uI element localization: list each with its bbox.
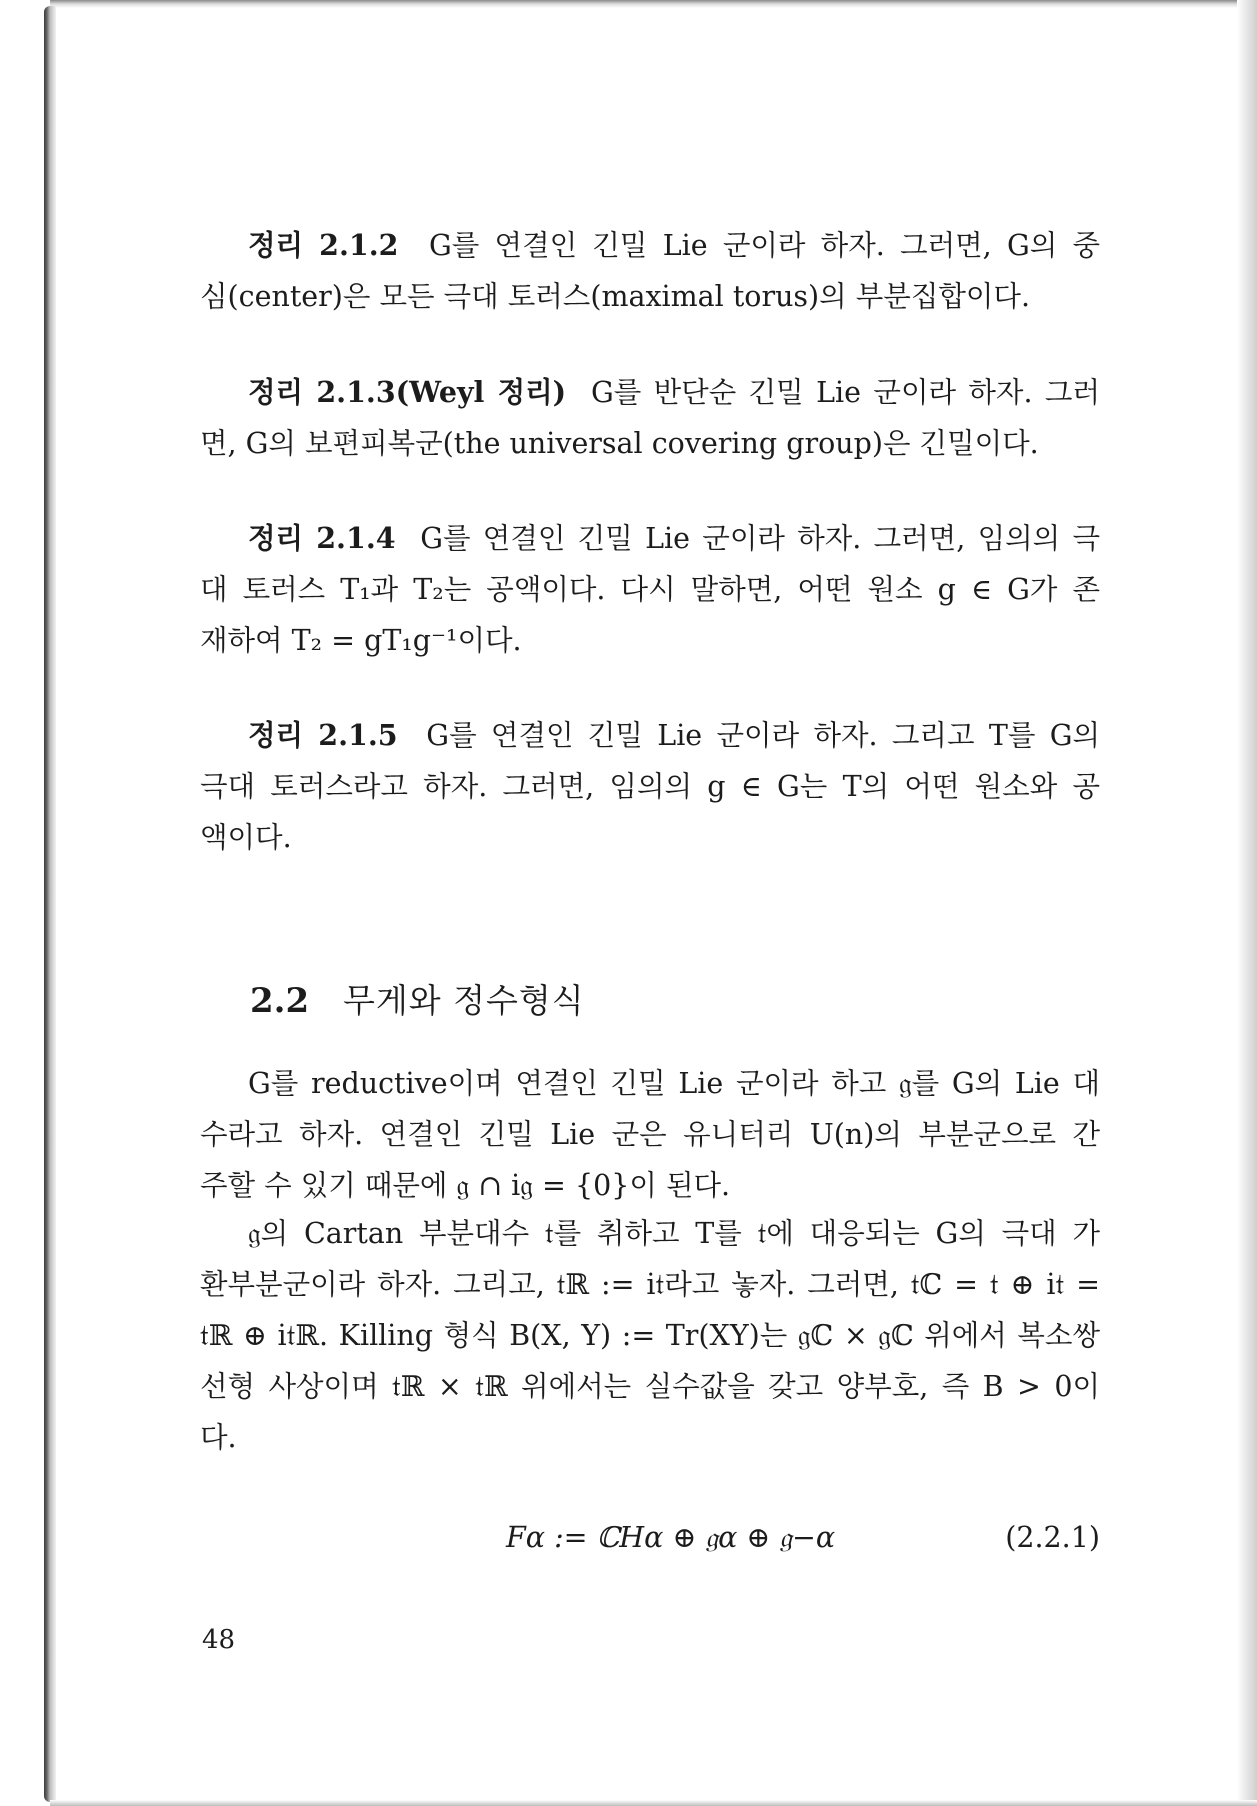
theorem-2-1-3 — [200, 367, 1100, 469]
theorem-text: G를 반단순 긴밀 Lie 군이라 하자. 그러 — [590, 376, 1100, 409]
paragraph-1 — [200, 1058, 1100, 1211]
paragraph-line: 환부분군이라 하자. 그리고, 𝔱ℝ := i𝔱라고 놓자. 그러면, 𝔱ℂ = 𝔱 ⊕ i𝔱 = — [200, 1268, 1100, 1301]
theorem-label: 정리 2.1.4 — [248, 521, 396, 555]
theorem-line: 심(center)은 모든 극대 토러스(maximal torus)의 부분집합이다. — [200, 280, 1031, 313]
theorem-2-1-2 — [200, 220, 1100, 322]
page-edge-right — [1237, 0, 1257, 1806]
theorem-label: 정리 2.1.2 — [248, 228, 399, 262]
section-number: 2.2 — [250, 981, 310, 1021]
theorem-line — [200, 710, 1100, 761]
book-spine-edge — [44, 6, 56, 1802]
paragraph-line: G를 reductive이며 연결인 긴밀 Lie 군이라 하고 𝔤를 G의 Lie 대 — [248, 1067, 1100, 1100]
theorem-line: 재하여 T₂ = gT₁g⁻¹이다. — [200, 624, 522, 657]
theorem-line: 액이다. — [200, 821, 292, 854]
equation-formula: Fα := ℂHα ⊕ 𝔤α ⊕ 𝔤−α — [506, 1521, 836, 1554]
paragraph-line: 주할 수 있기 때문에 𝔤 ∩ i𝔤 = {0}이 된다. — [200, 1169, 731, 1202]
page-edge-bottom — [50, 1800, 1257, 1806]
theorem-label: 정리 2.1.3(Weyl 정리) — [248, 375, 567, 409]
paragraph-2 — [200, 1208, 1100, 1463]
page-edge-top — [50, 0, 1250, 8]
theorem-text: G를 연결인 긴밀 Lie 군이라 하자. 그리고 T를 G의 — [426, 719, 1101, 752]
paragraph-line: 𝔤의 Cartan 부분대수 𝔱를 취하고 T를 𝔱에 대응되는 G의 극대 가 — [248, 1217, 1100, 1250]
theorem-2-1-4 — [200, 513, 1100, 666]
theorem-text: G를 연결인 긴밀 Lie 군이라 하자. 그러면, G의 중 — [429, 229, 1101, 262]
theorem-line — [200, 367, 1100, 418]
paragraph-line: 다. — [200, 1421, 237, 1454]
paragraph-line: 선형 사상이며 𝔱ℝ × 𝔱ℝ 위에서는 실수값을 갖고 양부호, 즉 B > 0이 — [200, 1370, 1100, 1403]
page-number: 48 — [202, 1625, 236, 1655]
theorem-line: 극대 토러스라고 하자. 그러면, 임의의 g ∈ G는 T의 어떤 원소와 공 — [200, 770, 1100, 803]
theorem-2-1-5 — [200, 710, 1100, 863]
theorem-label: 정리 2.1.5 — [248, 718, 398, 752]
section-title: 무게와 정수형식 — [343, 981, 585, 1020]
equation-number: (2.2.1) — [1005, 1521, 1100, 1554]
theorem-line: 대 토러스 T₁과 T₂는 공액이다. 다시 말하면, 어떤 원소 g ∈ G가 존 — [200, 573, 1100, 606]
paragraph-line: 𝔱ℝ ⊕ i𝔱ℝ. Killing 형식 B(X, Y) := Tr(XY)는 𝔤ℂ × 𝔤ℂ 위에서 복소쌍 — [200, 1319, 1100, 1352]
theorem-line — [200, 513, 1100, 564]
theorem-line: 면, G의 보편피복군(the universal covering group)은 긴밀이다. — [200, 427, 1039, 460]
theorem-text: G를 연결인 긴밀 Lie 군이라 하자. 그러면, 임의의 극 — [420, 522, 1101, 555]
theorem-line — [200, 220, 1100, 271]
section-heading — [250, 975, 585, 1022]
paragraph-line: 수라고 하자. 연결인 긴밀 Lie 군은 유니터리 U(n)의 부분군으로 간 — [200, 1118, 1100, 1151]
